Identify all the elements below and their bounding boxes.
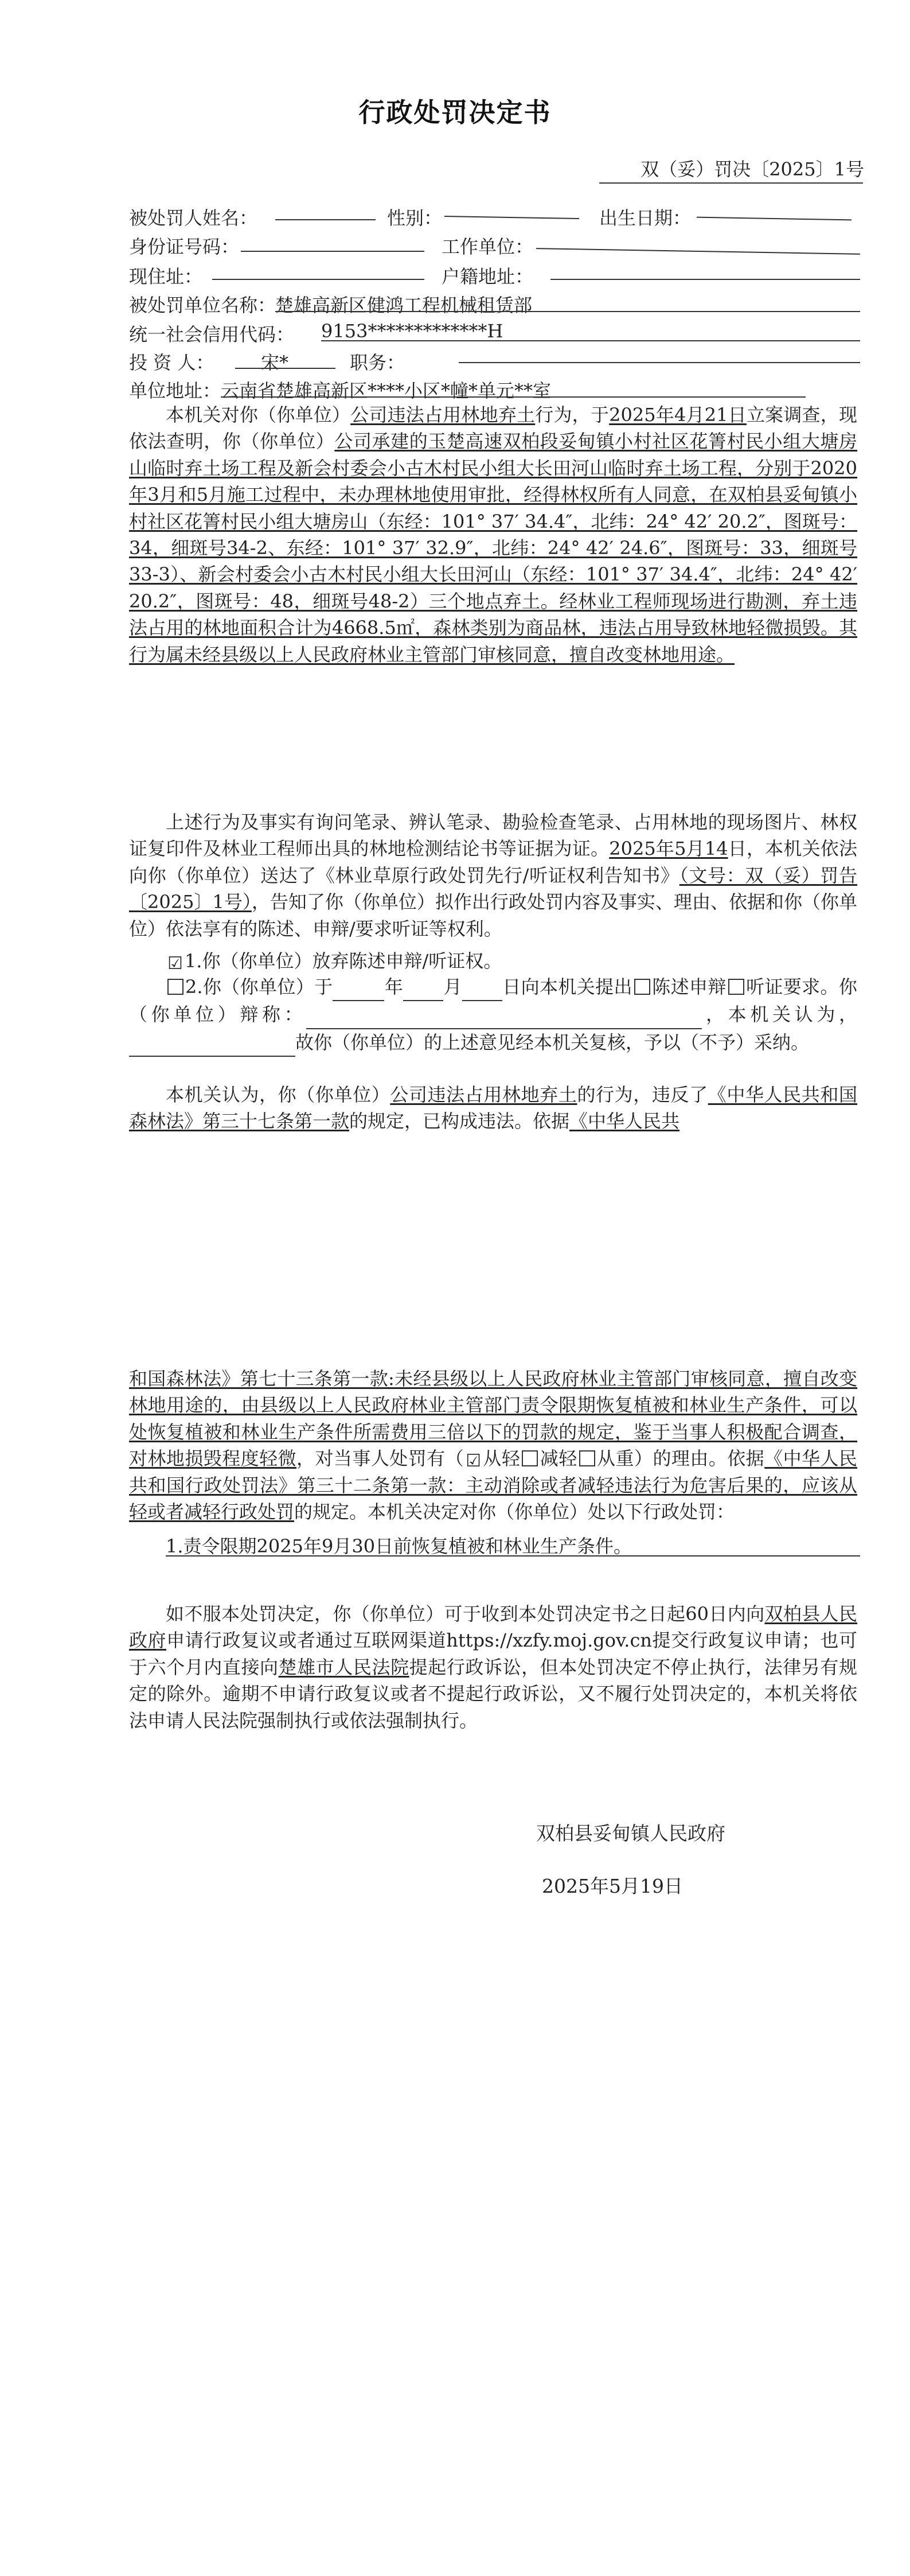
lighter-checkbox[interactable]: ☑ [466, 1451, 481, 1472]
position-blank[interactable] [459, 362, 860, 363]
investor-value: 宋* [261, 352, 289, 373]
legal-basis-violation: 公司违法占用林地弃土 [390, 1084, 577, 1106]
facts-intro: 本机关对你（你单位） [166, 404, 351, 426]
birthdate-blank[interactable] [697, 217, 852, 221]
appeal-text: 如不服本处罚决定，你（你单位）可于收到本处罚决定书之日起60日内向 [166, 1603, 765, 1625]
waive-checkbox[interactable]: ☑ [167, 954, 183, 974]
legal-basis-intro: 本机关认为，你（你单位） [166, 1084, 390, 1106]
court-name: 楚雄市人民法院 [278, 1656, 409, 1678]
defense-checkbox[interactable] [167, 979, 183, 995]
option-waive [166, 947, 502, 973]
violated-law: 《中华人民共和国森林法》第三十七条第一款 [129, 1084, 857, 1133]
decision-text: 的规定。本机关决定对你（你单位）处以下行政处罚： [294, 1501, 735, 1523]
idcard-label: 身份证号码： [129, 236, 240, 258]
credit-code-underline [321, 340, 860, 341]
defense-claim-label: 听证要求。你（你单位）辩称： [129, 976, 857, 1026]
notice-doc-number: （文号：双（妥）罚告〔2025〕1号） [129, 864, 857, 913]
legal-basis-text: 的行为，违反了 [577, 1084, 708, 1106]
appeal-text-2: 申请行政复议或者通过互联网渠道https://xzfy.moj.gov.cn提交行政复议申请；也可于六个月内直接向 [129, 1629, 857, 1678]
issuing-authority: 双柏县妥甸镇人民政府 [536, 1822, 725, 1845]
name-label: 被处罚人姓名： [129, 207, 258, 229]
unit-name-label: 被处罚单位名称： [129, 294, 276, 316]
admin-penalty-law: 《中华人民共和国行政处罚法》第三十二条第一款：主动消除或者减轻违法行为危害后果的，应该从轻或者减轻行政处罚 [129, 1447, 857, 1523]
penalty-basis-text-2: ）的理由。依据 [634, 1447, 765, 1470]
hearing-checkbox[interactable] [728, 979, 744, 995]
household-label: 户籍地址： [442, 266, 534, 287]
heavier-label: 从重 [596, 1447, 634, 1470]
document-title: 行政处罚决定书 [358, 97, 552, 128]
issue-date: 2025年5月19日 [542, 1875, 683, 1897]
defense-month-blank[interactable] [403, 974, 443, 1001]
facts-detail: 公司承建的玉楚高速双柏段妥甸镇小村社区花箐村民小组大塘房山临时弃土场工程及新会村委会小古木村民小组大长田河山临时弃土场工程，分别于2020年3月和5月施工过程中，未办理林地使用审批，经得林权所有人同意，在双柏县妥甸镇小村社区花箐村民小组大塘房山（东经：101° 37′ 34.4″，北纬：24° 42′ 20.2″，图斑号：34，细斑号34-2、东经：101° 37′ 32.9″，北纬：24° 42′ 24.6″，图斑号：33，细斑号33-3）、新会村委会小古木村民小组大长田河山（东经：101° 37′ 34.4″，北纬：24° 42′ 20.2″，图斑号：48，细斑号48-2）三个地点弃土。经林业工程师现场进行勘测，弃土违法占用的林地面积合计为4668.5㎡，森林类别为商品林，违法占用导致林地轻微损毁。其行为属未经县级以上人民政府林业主管部门审核同意，擅自改变林地用途。 [129, 430, 857, 666]
legal-basis-paragraph [129, 1081, 857, 1135]
day-label: 日向本机关提出 [502, 976, 632, 998]
mitigated-checkbox[interactable] [522, 1450, 538, 1466]
agency-view-blank[interactable] [129, 1029, 295, 1057]
violation-summary: 公司违法占用林地弃土 [350, 404, 536, 426]
birthdate-label: 出生日期： [599, 207, 692, 229]
penalty-law-start: 《中华人民共 [569, 1110, 680, 1133]
gender-blank[interactable] [444, 216, 579, 219]
notice-text-2: ，告知了你（你单位）拟作出行政处罚内容及事实、理由、依据和你（你单位）依法享有的陈述、申辩/要求听证等权利。 [129, 891, 857, 940]
penalty-basis-text: ，对当事人处罚有 [296, 1447, 446, 1470]
filing-date: 2025年4月21日 [609, 404, 747, 426]
notice-text: 日，本机关依法向你（你单位）送达了《林业草原行政处罚先行/听证权利告知书》 [129, 838, 857, 886]
statement-label: 陈述申辩 [651, 976, 727, 998]
penalty-basis-paragraph: 和国森林法》第七十三条第一款:未经县级以上人民政府林业主管部门审核同意，擅自改变林地用途的，由县级以上人民政府林业主管部门责令限期恢复植被和林业生产条件，可以处恢复植被和林业生产条件所需费用三倍以下的罚款的规定，鉴于当事人积极配合调查，对林地损毁程度轻微，对当事人处罚有（ ☑从轻 减轻 从重）的理由。依据《中华人民共和国行政处罚法》第三十二条第一款：主动消除或者减轻违法行为危害后果的，应该从轻或者减轻行政处罚的规定。本机关决定对你（你单位）处以下行政处罚： [129, 1368, 857, 1523]
docnum-underline [599, 182, 863, 184]
facts-text-2: 立案调查，现依法查明，你（你单位） [129, 404, 857, 453]
unit-address-underline [221, 396, 806, 398]
appeal-text-3: 提起行政诉讼，但本处罚决定不停止执行，法律另有规定的除外。逾期不申请行政复议或者不提起行政诉讼，又不履行处罚决定的，本机关将依法申请人民法院强制执行或依法强制执行。 [129, 1656, 857, 1731]
credit-code-value: 9153*************H [321, 320, 503, 342]
month-label: 月 [443, 976, 462, 998]
legal-basis-text-2: 的规定，已构成违法。依据 [349, 1110, 570, 1133]
workplace-label: 工作单位： [442, 236, 534, 258]
unit-address-value: 云南省楚雄高新区****小区*幢*单元**室 [221, 380, 552, 402]
defense-year-blank[interactable] [333, 974, 384, 1001]
penalty-item: 1.责令限期2025年9月30日前恢复植被和林业生产条件。 [166, 1535, 632, 1557]
address-label: 现住址： [129, 266, 203, 287]
agency-view-label: ，本机关认为， [702, 1003, 857, 1026]
investor-underline [235, 368, 335, 369]
defense-label: 2.你（你单位）于 [185, 976, 333, 998]
defense-day-blank[interactable] [462, 974, 502, 1001]
option-defense [129, 974, 857, 1057]
lighter-label: 从轻 [482, 1447, 521, 1470]
household-blank[interactable] [550, 279, 860, 280]
document-number: 双（妥）罚决〔2025〕1号 [640, 158, 864, 180]
review-result-text: 故你（你单位）的上述意见经本机关复核，予以（不予）采纳。 [295, 1031, 810, 1053]
gender-label: 性别： [387, 207, 443, 229]
notice-date: 2025年5月14 [609, 838, 728, 860]
facts-paragraph [129, 402, 857, 668]
evidence-paragraph [129, 809, 857, 942]
appeal-paragraph [129, 1601, 857, 1734]
waive-label: 1.你（你单位）放弃陈述申辩/听证权。 [184, 950, 502, 972]
penalty-law-clause: 和国森林法》第七十三条第一款:未经县级以上人民政府林业主管部门审核同意，擅自改变林地用途的，由县级以上人民政府林业主管部门责令限期恢复植被和林业生产条件，可以处恢复植被和林业生产条件所需费用三倍以下的罚款的规定，鉴于当事人积极配合调查，对林地损毁程度轻微 [129, 1368, 857, 1470]
review-authority: 双柏县人民政府 [129, 1603, 857, 1652]
mitigated-label: 减轻 [540, 1447, 577, 1470]
name-blank[interactable] [275, 219, 376, 220]
facts-text: 行为，于 [535, 404, 610, 426]
year-label: 年 [384, 976, 404, 998]
workplace-blank[interactable] [536, 248, 860, 255]
investor-label: 投 资 人： [129, 352, 214, 373]
heavier-checkbox[interactable] [579, 1450, 595, 1466]
unit-address-label: 单位地址： [129, 380, 221, 402]
penalty-underline [166, 1555, 860, 1557]
credit-code-label: 统一社会信用代码： [129, 324, 295, 345]
idcard-blank[interactable] [241, 251, 424, 252]
address-blank[interactable] [212, 279, 424, 280]
unit-name-value: 楚雄高新区健鸿工程机械租赁部 [275, 294, 533, 316]
position-label: 职务： [350, 352, 405, 373]
statement-checkbox[interactable] [634, 979, 650, 995]
evidence-text: 上述行为及事实有询问笔录、辨认笔录、勘验检查笔录、占用林地的现场图片、林权证复印件及林业工程师出具的林地检测结论书等证据为证。 [129, 811, 857, 860]
unit-name-underline [275, 311, 860, 312]
defense-claim-blank[interactable] [306, 1001, 702, 1029]
